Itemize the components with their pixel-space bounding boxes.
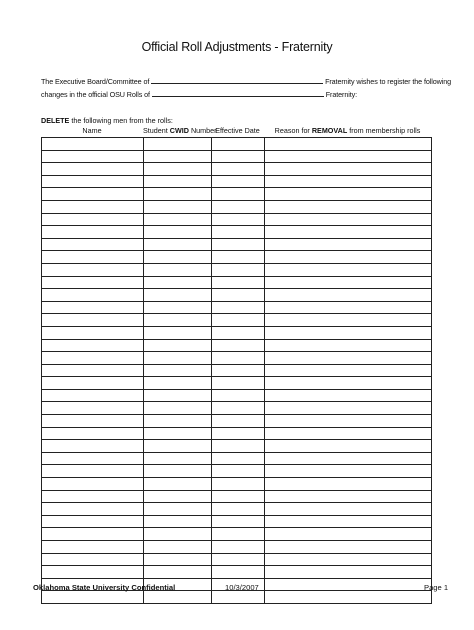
table-cell-cwid[interactable]: [144, 226, 212, 239]
table-row: [42, 138, 432, 151]
table-row: [42, 339, 432, 352]
table-row: [42, 566, 432, 579]
table-cell-reason[interactable]: [265, 138, 432, 151]
organization-name-blank-1[interactable]: [151, 76, 323, 84]
table-cell-cwid[interactable]: [144, 541, 212, 554]
table-cell-reason[interactable]: [265, 515, 432, 528]
table-cell-cwid[interactable]: [144, 440, 212, 453]
table-row: [42, 238, 432, 251]
table-cell-reason[interactable]: [265, 578, 432, 591]
footer-date: 10/3/2007: [225, 583, 259, 592]
table-cell-effective-date[interactable]: [212, 289, 265, 302]
table-cell-reason[interactable]: [265, 226, 432, 239]
table-cell-reason[interactable]: [265, 163, 432, 176]
table-cell-effective-date[interactable]: [212, 427, 265, 440]
table-cell-name[interactable]: [42, 440, 144, 453]
table-cell-cwid[interactable]: [144, 238, 212, 251]
table-row: [42, 188, 432, 201]
column-header-cwid-pre: Student: [143, 126, 170, 135]
table-cell-name[interactable]: [42, 478, 144, 491]
table-cell-reason[interactable]: [265, 389, 432, 402]
table-row: [42, 503, 432, 516]
table-row: [42, 515, 432, 528]
table-cell-reason[interactable]: [265, 263, 432, 276]
table-cell-cwid[interactable]: [144, 528, 212, 541]
table-cell-name[interactable]: [42, 415, 144, 428]
table-cell-reason[interactable]: [265, 427, 432, 440]
table-cell-cwid[interactable]: [144, 515, 212, 528]
table-cell-reason[interactable]: [265, 188, 432, 201]
table-cell-cwid[interactable]: [144, 415, 212, 428]
table-cell-effective-date[interactable]: [212, 163, 265, 176]
delete-instruction-text: the following men from the rolls:: [69, 116, 173, 125]
table-row: [42, 289, 432, 302]
table-cell-effective-date[interactable]: [212, 503, 265, 516]
table-row: [42, 440, 432, 453]
table-cell-name[interactable]: [42, 238, 144, 251]
table-cell-name[interactable]: [42, 352, 144, 365]
table-cell-effective-date[interactable]: [212, 541, 265, 554]
table-cell-reason[interactable]: [265, 175, 432, 188]
table-cell-effective-date[interactable]: [212, 352, 265, 365]
table-cell-effective-date[interactable]: [212, 175, 265, 188]
table-cell-effective-date[interactable]: [212, 200, 265, 213]
table-row: [42, 465, 432, 478]
table-row: [42, 528, 432, 541]
table-cell-name[interactable]: [42, 138, 144, 151]
table-row: [42, 213, 432, 226]
column-header-reason: [264, 126, 431, 135]
table-cell-name[interactable]: [42, 301, 144, 314]
intro-line-1-prefix: The Executive Board/Committee of: [41, 77, 150, 86]
table-cell-effective-date[interactable]: [212, 553, 265, 566]
table-cell-reason[interactable]: [265, 150, 432, 163]
table-cell-name[interactable]: [42, 452, 144, 465]
table-row: [42, 352, 432, 365]
column-header-reason-pre: Reason for: [274, 126, 312, 135]
table-cell-reason[interactable]: [265, 553, 432, 566]
table-cell-effective-date[interactable]: [212, 213, 265, 226]
table-cell-name[interactable]: [42, 528, 144, 541]
table-cell-effective-date[interactable]: [212, 364, 265, 377]
column-header-reason-bold: REMOVAL: [311, 126, 348, 135]
table-cell-cwid[interactable]: [144, 326, 212, 339]
table-cell-effective-date[interactable]: [212, 440, 265, 453]
table-cell-cwid[interactable]: [144, 200, 212, 213]
table-cell-effective-date[interactable]: [212, 402, 265, 415]
table-row: [42, 276, 432, 289]
table-row: [42, 389, 432, 402]
table-cell-effective-date[interactable]: [212, 389, 265, 402]
table-row: [42, 175, 432, 188]
table-cell-effective-date[interactable]: [212, 591, 265, 604]
footer-page-number: Page 1: [424, 583, 449, 592]
table-cell-cwid[interactable]: [144, 465, 212, 478]
table-cell-effective-date[interactable]: [212, 251, 265, 264]
column-header-effective-date: Effective Date: [215, 126, 260, 135]
intro-line-1: [41, 76, 451, 86]
table-cell-name[interactable]: [42, 553, 144, 566]
page-title: Official Roll Adjustments - Fraternity: [141, 40, 333, 54]
table-cell-reason[interactable]: [265, 503, 432, 516]
table-cell-reason[interactable]: [265, 478, 432, 491]
table-cell-cwid[interactable]: [144, 478, 212, 491]
table-cell-name[interactable]: [42, 213, 144, 226]
table-cell-cwid[interactable]: [144, 427, 212, 440]
table-cell-reason[interactable]: [265, 238, 432, 251]
table-cell-name[interactable]: [42, 427, 144, 440]
table-row: [42, 326, 432, 339]
table-cell-name[interactable]: [42, 251, 144, 264]
table-cell-name[interactable]: [42, 541, 144, 554]
table-cell-reason[interactable]: [265, 339, 432, 352]
table-cell-effective-date[interactable]: [212, 528, 265, 541]
table-row: [42, 427, 432, 440]
table-cell-cwid[interactable]: [144, 452, 212, 465]
table-cell-name[interactable]: [42, 377, 144, 390]
table-cell-effective-date[interactable]: [212, 566, 265, 579]
table-cell-effective-date[interactable]: [212, 515, 265, 528]
table-cell-name[interactable]: [42, 276, 144, 289]
table-cell-cwid[interactable]: [144, 314, 212, 327]
table-cell-reason[interactable]: [265, 364, 432, 377]
table-cell-name[interactable]: [42, 503, 144, 516]
table-cell-cwid[interactable]: [144, 175, 212, 188]
table-cell-effective-date[interactable]: [212, 478, 265, 491]
table-cell-cwid[interactable]: [144, 377, 212, 390]
table-cell-name[interactable]: [42, 591, 144, 604]
table-cell-cwid[interactable]: [144, 213, 212, 226]
table-cell-reason[interactable]: [265, 566, 432, 579]
table-row: [42, 301, 432, 314]
table-cell-cwid[interactable]: [144, 263, 212, 276]
footer-confidential: Oklahoma State University Confidential: [33, 583, 176, 592]
table-cell-effective-date[interactable]: [212, 465, 265, 478]
table-cell-effective-date[interactable]: [212, 339, 265, 352]
table-cell-name[interactable]: [42, 226, 144, 239]
intro-line-2-prefix: changes in the official OSU Rolls of: [41, 90, 150, 99]
table-cell-cwid[interactable]: [144, 251, 212, 264]
intro-line-2-suffix: Fraternity:: [325, 90, 358, 99]
table-cell-cwid[interactable]: [144, 188, 212, 201]
delete-instruction: [41, 116, 173, 125]
table-row: [42, 200, 432, 213]
table-row: [42, 452, 432, 465]
table-cell-reason[interactable]: [265, 276, 432, 289]
table-cell-cwid[interactable]: [144, 389, 212, 402]
table-cell-name[interactable]: [42, 200, 144, 213]
table-cell-cwid[interactable]: [144, 138, 212, 151]
table-cell-cwid[interactable]: [144, 402, 212, 415]
table-cell-reason[interactable]: [265, 377, 432, 390]
table-row: [42, 402, 432, 415]
table-row: [42, 553, 432, 566]
table-cell-name[interactable]: [42, 326, 144, 339]
table-cell-name[interactable]: [42, 402, 144, 415]
table-cell-cwid[interactable]: [144, 150, 212, 163]
table-cell-reason[interactable]: [265, 528, 432, 541]
table-cell-reason[interactable]: [265, 352, 432, 365]
column-header-cwid: [143, 126, 217, 135]
table-cell-cwid[interactable]: [144, 490, 212, 503]
table-row: [42, 251, 432, 264]
table-row: [42, 163, 432, 176]
removal-table: [41, 137, 432, 604]
column-header-cwid-post: Number: [188, 126, 217, 135]
table-cell-reason[interactable]: [265, 402, 432, 415]
table-cell-name[interactable]: [42, 188, 144, 201]
delete-keyword: DELETE: [41, 116, 70, 125]
table-cell-cwid[interactable]: [144, 301, 212, 314]
table-cell-reason[interactable]: [265, 452, 432, 465]
table-row: [42, 150, 432, 163]
table-cell-name[interactable]: [42, 515, 144, 528]
table-cell-effective-date[interactable]: [212, 490, 265, 503]
table-cell-effective-date[interactable]: [212, 314, 265, 327]
table-row: [42, 377, 432, 390]
table-cell-effective-date[interactable]: [212, 263, 265, 276]
column-header-name: Name: [82, 126, 102, 135]
intro-line-1-suffix: Fraternity wishes to register the following: [325, 77, 452, 86]
table-cell-cwid[interactable]: [144, 289, 212, 302]
table-cell-reason[interactable]: [265, 541, 432, 554]
table-cell-name[interactable]: [42, 490, 144, 503]
table-cell-cwid[interactable]: [144, 566, 212, 579]
table-cell-effective-date[interactable]: [212, 452, 265, 465]
table-cell-name[interactable]: [42, 263, 144, 276]
table-cell-cwid[interactable]: [144, 276, 212, 289]
table-cell-name[interactable]: [42, 150, 144, 163]
intro-line-2: [41, 89, 357, 99]
table-cell-name[interactable]: [42, 465, 144, 478]
table-cell-effective-date[interactable]: [212, 301, 265, 314]
table-cell-cwid[interactable]: [144, 503, 212, 516]
table-cell-effective-date[interactable]: [212, 276, 265, 289]
table-cell-effective-date[interactable]: [212, 415, 265, 428]
table-cell-reason[interactable]: [265, 440, 432, 453]
table-cell-cwid[interactable]: [144, 163, 212, 176]
table-cell-name[interactable]: [42, 339, 144, 352]
table-cell-effective-date[interactable]: [212, 326, 265, 339]
table-cell-reason[interactable]: [265, 465, 432, 478]
table-cell-cwid[interactable]: [144, 553, 212, 566]
table-cell-reason[interactable]: [265, 490, 432, 503]
table-cell-cwid[interactable]: [144, 591, 212, 604]
table-cell-name[interactable]: [42, 364, 144, 377]
table-cell-name[interactable]: [42, 163, 144, 176]
table-cell-reason[interactable]: [265, 326, 432, 339]
table-cell-name[interactable]: [42, 566, 144, 579]
table-cell-effective-date[interactable]: [212, 150, 265, 163]
table-row: [42, 415, 432, 428]
table-cell-name[interactable]: [42, 389, 144, 402]
column-header-reason-post: from membership rolls: [347, 126, 421, 135]
table-cell-cwid[interactable]: [144, 352, 212, 365]
table-row: [42, 478, 432, 491]
table-cell-reason[interactable]: [265, 301, 432, 314]
table-cell-reason[interactable]: [265, 251, 432, 264]
table-row: [42, 263, 432, 276]
table-cell-reason[interactable]: [265, 415, 432, 428]
table-cell-effective-date[interactable]: [212, 188, 265, 201]
table-cell-cwid[interactable]: [144, 364, 212, 377]
removal-table-body: [42, 138, 432, 604]
table-row: [42, 314, 432, 327]
table-cell-cwid[interactable]: [144, 339, 212, 352]
table-cell-reason[interactable]: [265, 314, 432, 327]
table-cell-reason[interactable]: [265, 200, 432, 213]
table-cell-reason[interactable]: [265, 213, 432, 226]
table-row: [42, 490, 432, 503]
table-row: [42, 226, 432, 239]
organization-name-blank-2[interactable]: [152, 89, 324, 97]
table-row: [42, 591, 432, 604]
table-cell-name[interactable]: [42, 289, 144, 302]
table-row: [42, 364, 432, 377]
table-cell-effective-date[interactable]: [212, 226, 265, 239]
table-cell-effective-date[interactable]: [212, 238, 265, 251]
table-row: [42, 541, 432, 554]
table-cell-reason[interactable]: [265, 591, 432, 604]
table-cell-effective-date[interactable]: [212, 138, 265, 151]
column-header-cwid-bold: CWID: [169, 126, 189, 135]
table-cell-name[interactable]: [42, 314, 144, 327]
table-cell-name[interactable]: [42, 175, 144, 188]
table-cell-reason[interactable]: [265, 289, 432, 302]
table-cell-effective-date[interactable]: [212, 377, 265, 390]
